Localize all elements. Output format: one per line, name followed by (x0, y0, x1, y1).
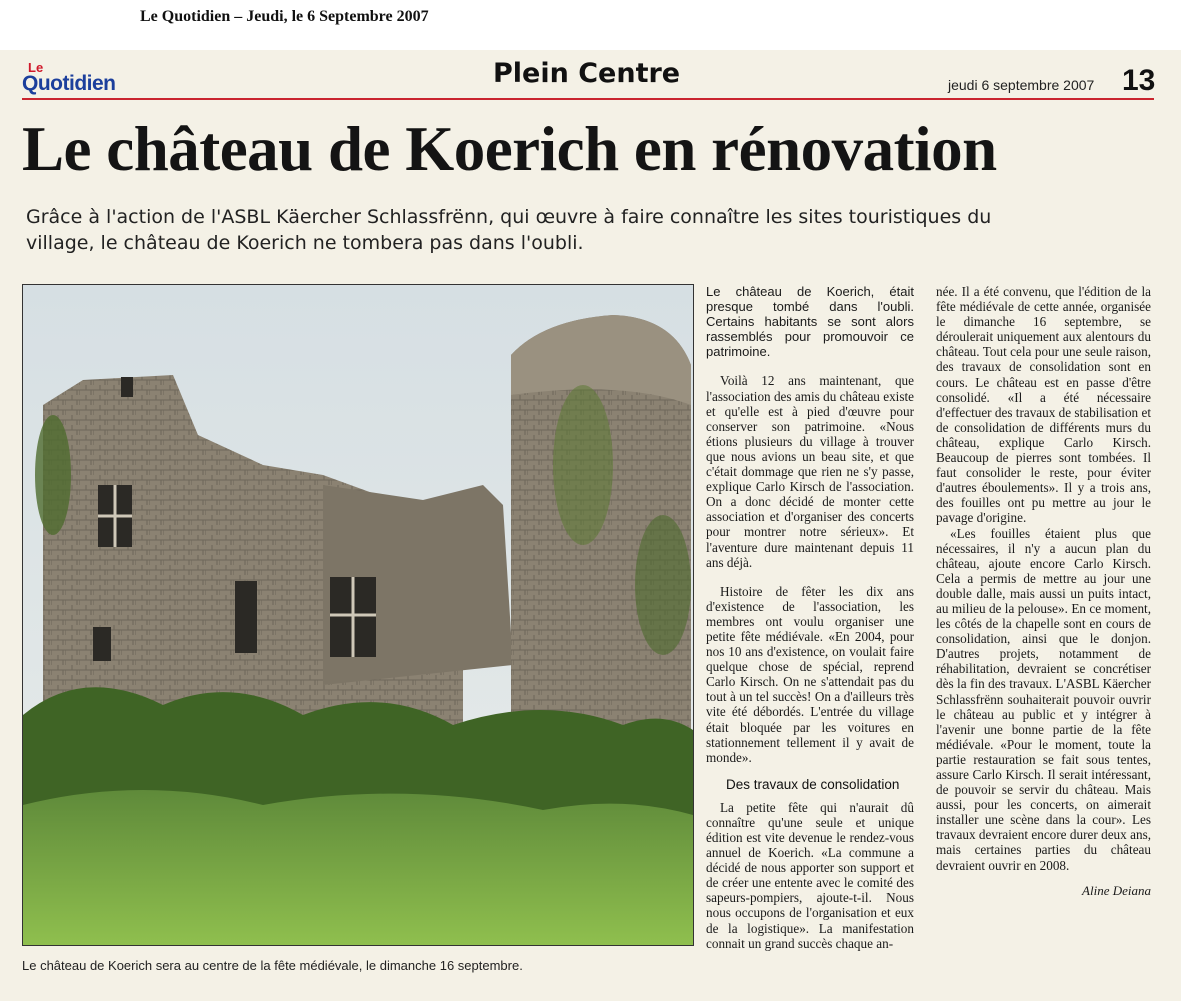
castle-photo (22, 284, 694, 946)
newspaper-page (0, 50, 1181, 1001)
article-paragraph-3: La petite fête qui n'aurait dû connaître qu'une seule et unique édition est vite devenue le rendez-vous annuel de Koerich. «La commune a décidé de nous apporter son support et de créer une entente avec le comité des sapeurs-pompiers, ajoute-t-il. Nous nous occupons de l'organisation et eux de la logistique». La manifestation connait un grand succès chaque an- (706, 799, 914, 951)
article-author: Aline Deiana (1082, 882, 1151, 898)
clipping-source-line: Le Quotidien – Jeudi, le 6 Septembre 2007 (140, 8, 429, 25)
logo-name: Quotidien (22, 72, 116, 95)
newspaper-logo (22, 60, 127, 100)
logo-le: Le (28, 60, 44, 75)
article-paragraph-2: Histoire de fêter les dix ans d'existence de l'association, les membres ont voulu organiser une petite fête médiévale. «En 2004, pour nos 10 ans d'existence, on voulait faire quelque chose de spécial, reprend Carlo Kirsch. On ne s'attendait pas du tout à un tel succès! On a d'ailleurs très vite été débordés. L'entrée du village était bloquée par les voitures en stationnement tellement il y avait de monde». (706, 583, 914, 765)
article-paragraph-5: «Les fouilles étaient plus que nécessaires, il n'y a aucun plan du château, ajoute encore Carlo Kirsch. Cela a permis de mettre au jour une double dalle, mais aussi un puits intact, au milieu de la pelouse». En ce moment, les côtés de la chapelle sont en cours de consolidation, ainsi que le donjon. D'autres projets, notamment de réhabilitation, devraient se concrétiser dès la fin des travaux. L'ASBL Käercher Schlassfrënn souhaiterait pouvoir ouvrir le château au public et y intégrer à l'avenir une bonne partie de la fête médiévale. «Pour le moment, toute la partie restauration se fait sous tentes, assure Carlo Kirsch. Il serait intéressant, de pouvoir se servir du château. Mais aussi, pour les concerts, on aimerait installer une scène dans la cour». Les travaux devraient encore durer deux ans, mais certaines parties du château devraient ouvrir en 2008. (936, 525, 1151, 873)
article-column-2 (936, 284, 1151, 898)
article-headline: Le château de Koerich en rénovation (22, 114, 997, 184)
article-subhead: Des travaux de consolidation (726, 776, 900, 792)
issue-date: jeudi 6 septembre 2007 (948, 77, 1095, 93)
header-rule (22, 98, 1154, 100)
article-paragraph-1: Voilà 12 ans maintenant, que l'association des amis du château existe et qu'elle est à pied d'œuvre pour conserver son patrimoine. «Nous étions plusieurs du village à trouver que nous avions un beau site, et que c'était dommage que rien ne s'y passe, explique Carlo Kirsch de l'association. On a donc décidé de monter cette association et d'organiser des concerts pour montrer notre sérieux». Et l'aventure dure maintenant depuis 11 ans déjà. (706, 373, 914, 570)
article-paragraph-4: née. Il a été convenu, que l'édition de la fête médiévale de cette année, organisée le dimanche 16 septembre, se déroulerait uniquement aux alentours du château. Tout cela pour une seule raison, des travaux de consolidation sont en cours. Le château est en passe d'être consolidé. «Il a été nécessaire d'effectuer des travaux de stabilisation et de consolidation de différents murs du château, explique Carlo Kirsch. Beaucoup de pierres sont tombées. Il faut consolider le reste, pour éviter d'autres éboulements». Il y a trois ans, des fouilles ont pu mettre au jour le pavage d'origine. (936, 284, 1151, 526)
section-rubric: Plein Centre (493, 58, 681, 89)
photo-caption: Le château de Koerich sera au centre de la fête médiévale, le dimanche 16 septembre. (22, 958, 523, 973)
article-lead: Le château de Koerich, était presque tombé dans l'oubli. Certains habitants se sont alors rassemblés pour promouvoir ce patrimoine. (706, 284, 914, 360)
article-column-1 (706, 284, 914, 951)
article-chapo: Grâce à l'action de l'ASBL Käercher Schlassfrënn, qui œuvre à faire connaître les sites touristiques du village, le château de Koerich ne tombera pas dans l'oubli. (26, 206, 992, 254)
page-number: 13 (1122, 64, 1156, 97)
